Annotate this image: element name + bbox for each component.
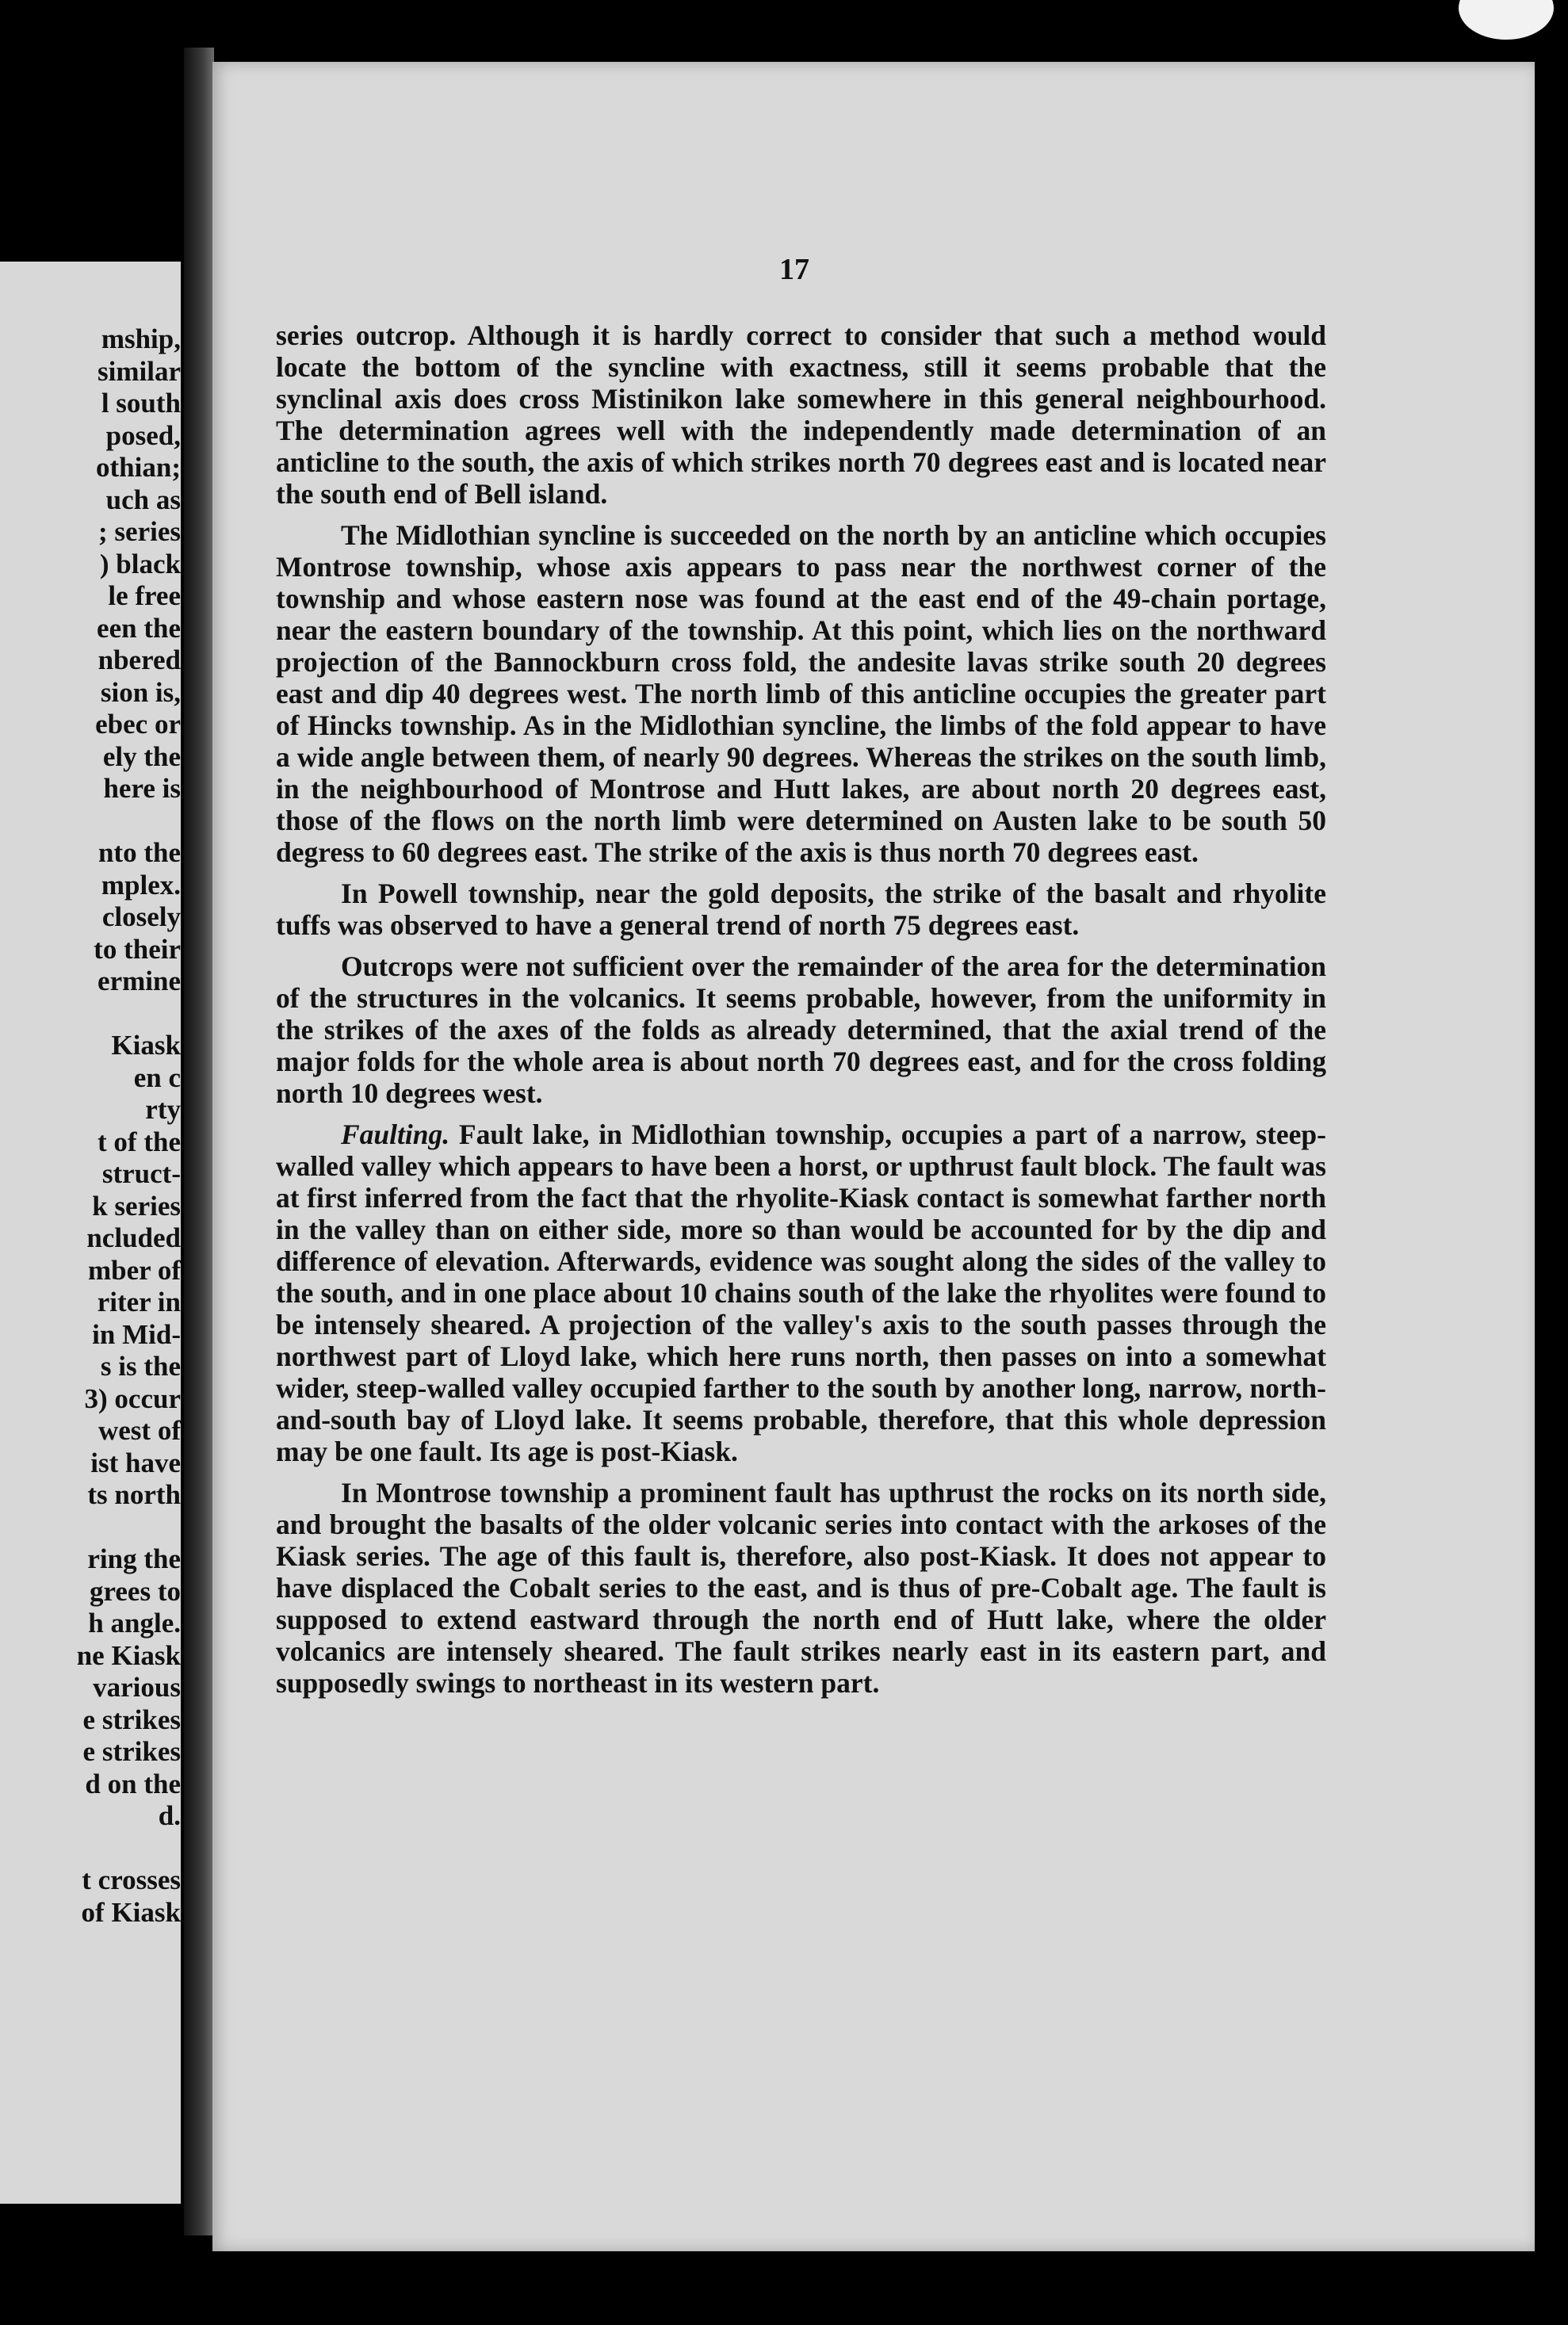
- adjacent-page-line: e strikes: [82, 1736, 181, 1767]
- adjacent-page-line: grees to: [90, 1575, 181, 1607]
- paragraph-text: In Powell township, near the gold deposits, the strike of the basalt and rhyolite tuffs was observed to have a general trend of north 75 degrees east.: [276, 878, 1326, 941]
- adjacent-page-line: mber of: [88, 1254, 181, 1286]
- adjacent-page-line: riter in: [97, 1287, 181, 1317]
- adjacent-page-line: 3) occur: [84, 1382, 181, 1414]
- adjacent-page-line: nbered: [98, 644, 181, 675]
- adjacent-page-line: closely: [101, 901, 181, 932]
- adjacent-page-line: nto the: [98, 837, 181, 868]
- page-body-text: [276, 319, 1326, 1708]
- adjacent-page-line: ist have: [90, 1447, 181, 1478]
- adjacent-page-line: ring the: [87, 1543, 181, 1574]
- adjacent-page-line: west of: [98, 1415, 181, 1446]
- adjacent-page-line: t crosses: [82, 1864, 181, 1895]
- adjacent-page-line: e strikes: [82, 1704, 181, 1735]
- adjacent-page-line: struct-: [101, 1158, 181, 1189]
- paragraph-text: Fault lake, in Midlothian township, occupies a part of a narrow, steep-walled valley which appears to have been a horst, or upthrust fault block. The fault was at first inferred from the fact that the rhyolite-Kiask contact is somewhat farther north in the valley than on either side, more so than would be accounted for by the dip and difference of elevation. Afterwards, evidence was sought along the sides of the valley to the south, and in one place about 10 chains south of the lake the rhyolites were found to be intensely sheared. A projection of the valley's axis to the south passes through the northwest part of Lloyd lake, which here runs north, then passes on into a somewhat wider, steep-walled valley occupied farther to the south by another long, narrow, north-and-south bay of Lloyd lake. It seems probable, therefore, that this whole depression may be one fault. Its age is post-Kiask.: [276, 1119, 1326, 1467]
- adjacent-page-fragment: [0, 262, 181, 2204]
- adjacent-page-line: k series: [92, 1190, 181, 1222]
- paragraph-text: In Montrose township a prominent fault has upthrust the rocks on its north side, and brought the basalts of the older volcanic series into contact with the arkoses of the Kiask series. The age of this fault is, therefore, also post-Kiask. It does not appear to have displaced the Cobalt series to the east, and is thus of pre-Cobalt age. The fault is supposed to extend eastward through the north end of Hutt lake, where the older volcanics are intensely sheared. The fault strikes nearly east in its eastern part, and supposedly swings to northeast in its western part.: [276, 1477, 1326, 1699]
- adjacent-page-line: othian;: [96, 452, 181, 483]
- adjacent-page-line: ely the: [102, 740, 181, 772]
- page-number-text: 17: [779, 253, 809, 286]
- paragraph: [276, 1477, 1326, 1699]
- paragraph: [276, 878, 1326, 941]
- adjacent-page-line: ne Kiask: [76, 1639, 181, 1671]
- adjacent-page-line: various: [93, 1672, 181, 1703]
- adjacent-page-line: sion is,: [100, 676, 181, 708]
- paragraph-text: series outcrop. Although it is hardly correct to consider that such a method would locate the bottom of the syncline with exactness, still it seems probable that the synclinal axis does cross Mistinikon lake somewhere in this general neighbourhood. The determination agrees well with the independently made determination of an anticline to the south, the axis of which strikes north 70 degrees east and is located near the south end of Bell island.: [276, 319, 1326, 510]
- adjacent-page-line: rty: [145, 1094, 181, 1125]
- adjacent-page-line: t of the: [98, 1126, 181, 1157]
- adjacent-page-line: d.: [158, 1800, 181, 1831]
- section-heading: Faulting.: [341, 1119, 450, 1150]
- adjacent-page-line: een the: [97, 612, 181, 644]
- paragraph-text: The Midlothian syncline is succeeded on the north by an anticline which occupies Montrose township, whose axis appears to pass near the northwest corner of the township and whose eastern nose was found at the east end of the 49-chain portage, near the eastern boundary of the township. At this point, which lies on the northward projection of the Bannockburn cross fold, the andesite lavas strike south 20 degrees east and dip 40 degrees west. The north limb of this anticline occupies the greater part of Hincks township. As in the Midlothian syncline, the limbs of the fold appear to have a wide angle between them, of nearly 90 degrees. Whereas the strikes on the south limb, in the neighbourhood of Montrose and Hutt lakes, are about north 20 degrees east, those of the flows on the north limb were determined on Austen lake to be south 50 degress to 60 degrees east. The strike of the axis is thus north 70 degrees east.: [276, 519, 1326, 868]
- adjacent-page-line: of Kiask: [81, 1896, 181, 1928]
- paragraph: [276, 319, 1326, 510]
- paragraph: [276, 950, 1326, 1109]
- adjacent-page-line: ncluded: [86, 1222, 181, 1253]
- adjacent-page-line: posed,: [105, 419, 181, 451]
- adjacent-page-line: mplex.: [101, 869, 181, 901]
- scan-artifact: [1459, 0, 1554, 40]
- adjacent-page-line: s is the: [100, 1351, 181, 1382]
- adjacent-page-line: mship,: [101, 323, 181, 354]
- adjacent-page-line: d on the: [85, 1768, 181, 1799]
- document-page: [212, 62, 1535, 2251]
- adjacent-page-line: in Mid-: [92, 1318, 181, 1350]
- page-number: [212, 252, 1535, 287]
- paragraph-text: Outcrops were not sufficient over the remainder of the area for the determination of the structures in the volcanics. It seems probable, however, from the uniformity in the strikes of the axes of the folds as already determined, that the axial trend of the major folds for the whole area is about north 70 degrees east, and for the cross folding north 10 degrees west.: [276, 950, 1326, 1109]
- adjacent-page-line: to their: [94, 933, 181, 965]
- adjacent-page-line: ts north: [87, 1479, 181, 1510]
- adjacent-page-line: l south: [101, 388, 181, 419]
- adjacent-page-line: h angle.: [88, 1608, 181, 1639]
- book-gutter: [184, 48, 214, 2235]
- adjacent-page-line: en c: [133, 1061, 181, 1093]
- adjacent-page-line: similar: [98, 355, 181, 387]
- adjacent-page-line: le free: [108, 580, 181, 611]
- adjacent-page-line: ) black: [99, 548, 181, 579]
- adjacent-page-line: Kiask: [111, 1030, 181, 1061]
- paragraph: [276, 1119, 1326, 1467]
- adjacent-page-line: uch as: [105, 484, 181, 515]
- adjacent-page-line: here is: [103, 773, 181, 804]
- adjacent-page-line: ebec or: [95, 709, 181, 740]
- adjacent-page-line: ; series: [98, 516, 181, 547]
- paragraph: [276, 519, 1326, 868]
- adjacent-page-line: ermine: [98, 966, 181, 996]
